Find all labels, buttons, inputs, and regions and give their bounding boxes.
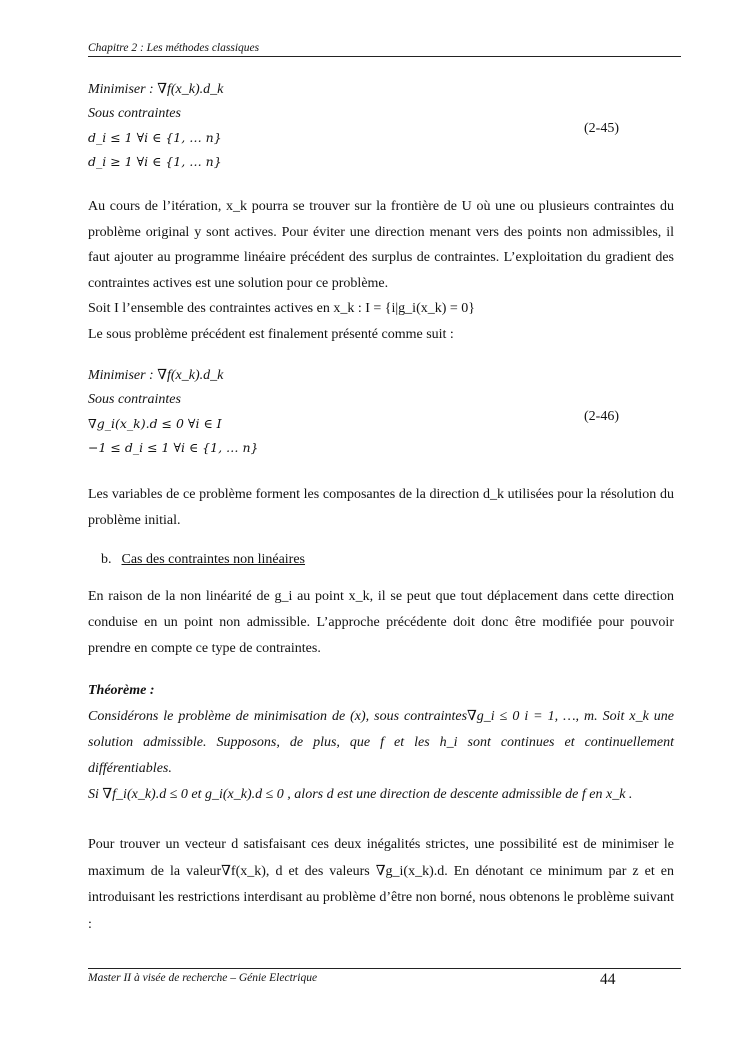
eq2-constraint-1: ∇g_i(x_k).d ≤ 0 ∀i ∈ I (88, 416, 222, 431)
section-title: Cas des contraintes non linéaires (121, 552, 306, 567)
theorem-statement: Considérons le problème de minimisation de (x), sous contraintes∇g_i ≤ 0 i = 1, …, m. Soit x_k une solution admissible. Supposons, de plus, que f et les h_i sont continues et continuellement différentiables. (88, 709, 674, 776)
paragraph-text: Au cours de l’itération, x_k pourra se trouver sur la frontière de U où une ou plusieurs contraintes du problème original y sont actives. Pour éviter une direction menant vers des points non admissibles, il faut ajouter au programme linéaire précédent des surplus de contraintes. L’exploitation du gradient des contraintes actives est une solution pour ce problème. (88, 199, 674, 291)
document-page (88, 0, 674, 1053)
eq2-objective: Minimiser : ∇f(x_k).d_k (88, 368, 224, 383)
paragraph-nonlinear: En raison de la non linéarité de g_i au point x_k, il se peut que tout déplacement dans cette direction conduise en un point non admissible. L’approche précédente doit donc être modifiée pour pouvoir prendre en compte ce type de contraintes. (88, 589, 674, 656)
eq2-constraint-2: −1 ≤ d_i ≤ 1 ∀i ∈ {1, … n} (88, 440, 259, 455)
theorem-conclusion: Si ∇f_i(x_k).d ≤ 0 et g_i(x_k).d ≤ 0 , alors d est une direction de descente admissible de f en x_k . (88, 787, 633, 802)
eq1-constraint-1: d_i ≤ 1 ∀i ∈ {1, … n} (88, 130, 222, 145)
page-footer (88, 968, 681, 988)
paragraph-minimax: Pour trouver un vecteur d satisfaisant ces deux inégalités strictes, une possibilité est de minimiser le maximum de la valeur∇f(x_k), d et des valeurs ∇g_i(x_k).d. En dénotant ce minimum par z et en introduisant les restrictions interdisant au problème d’être non borné, nous obtenons le problème suivant : (88, 837, 674, 932)
active-set-definition: Soit I l’ensemble des contraintes actives en x_k : I = {i|g_i(x_k) = 0} (88, 301, 476, 316)
eq2-subject-to: Sous contraintes (88, 392, 181, 407)
paragraph-active-constraints (88, 194, 674, 347)
subproblem-intro: Le sous problème précédent est finalement présenté comme suit : (88, 326, 454, 342)
equation-number-2-46: (2-46) (584, 409, 619, 424)
theorem-title: Théorème : (88, 683, 155, 698)
theorem-block (88, 678, 674, 808)
equation-2-46 (88, 364, 674, 460)
page-number: 44 (600, 971, 616, 988)
eq1-subject-to: Sous contraintes (88, 106, 181, 121)
eq1-constraint-2: d_i ≥ 1 ∀i ∈ {1, … n} (88, 154, 222, 169)
section-marker: b. (101, 552, 112, 567)
section-b-heading (101, 552, 305, 568)
footer-label: Master II à visée de recherche – Génie Electrique (88, 972, 318, 984)
equation-number-2-45: (2-45) (584, 121, 619, 136)
paragraph-direction-variables: Les variables de ce problème forment les composantes de la direction d_k utilisées pour la résolution du problème initial. (88, 487, 674, 528)
page-header: Chapitre 2 : Les méthodes classiques (88, 42, 681, 57)
eq1-objective: Minimiser : ∇f(x_k).d_k (88, 82, 224, 97)
equation-2-45 (88, 78, 674, 174)
